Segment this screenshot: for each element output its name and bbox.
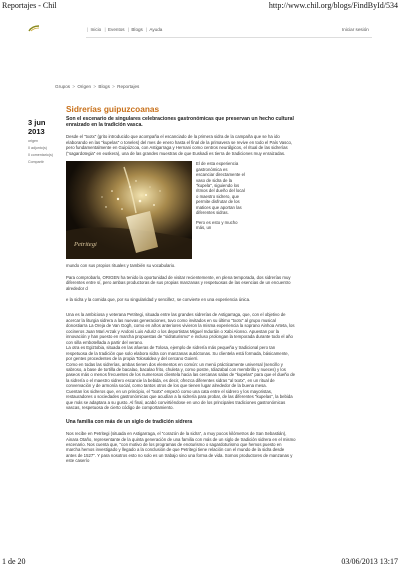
header-divider: [86, 37, 372, 38]
print-page-number: 1 de 20: [2, 557, 26, 566]
photo-signature: Petritegi: [74, 241, 97, 249]
paragraph: Una es la ambiciosa y veterana Petritegi, situada entre las grandes sidrerías de Astigarraga, que, con el objetivo de acercar la liturgia sidrera a las nuevas generaciones, tuvo como invitados en su último "txotx" al grupo musical donostiarra La Oreja de Van Gogh, como en años anteriores vivieron la misma experiencia la soprano Ainhoa Arteta, los cocineros Juan Mari Arzak y Andoni Luis Aduriz o los deportistas Miguel Induráin o Xabi Alonso. Apuestan por la innovación y han puesto en marcha propuestas de "sidraturismo" e incluso prolongan la temporada durante todo el año con silla embotellada a partir del verano.: [66, 312, 295, 345]
nav-inicio[interactable]: Inicio: [90, 27, 102, 32]
breadcrumb-grupos[interactable]: Grupos: [55, 84, 71, 89]
nav-separator: |: [146, 27, 148, 32]
paragraph: Cuentan los sidreros que, en un principio, el "txotx" empezó como una cata entre el sidrero y los mayoristas, restauradores o sociedades gastronómicas que acudían a la sidrería para probar, de las diferentes "kupelas", la bebida que más se adaptara a su gusto. Al final, acabó convirtiéndose en uno de los principales tradiciones gastronómicas vascas, respetuosa de cierto código de comportamiento.: [66, 388, 293, 411]
top-nav: [86, 27, 163, 32]
paragraph: mundo con sus propios rituales y también su vocabulario.: [66, 263, 176, 269]
post-sidebar: [28, 118, 62, 164]
breadcrumb-separator: >: [112, 84, 115, 89]
post-attachments[interactable]: 0 adjunto(s): [28, 146, 47, 150]
chil-logo-icon[interactable]: [28, 25, 40, 32]
article: [66, 105, 296, 464]
breadcrumb-reportajes[interactable]: Reportajes: [117, 84, 140, 89]
breadcrumb-separator: >: [72, 84, 76, 89]
post-comments[interactable]: 0 comentario(s): [28, 153, 53, 157]
nav-ayuda[interactable]: Ayuda: [149, 27, 163, 32]
cider-pouring-photo: [66, 161, 192, 259]
breadcrumb-origen[interactable]: Origen: [77, 84, 92, 89]
post-author[interactable]: origen: [28, 139, 38, 143]
print-page-url: http://www.chil.org/blogs/FindById/534: [268, 1, 398, 10]
breadcrumb-separator: >: [93, 84, 97, 89]
post-date: 3 jun 2013: [28, 118, 46, 136]
breadcrumb: [55, 84, 139, 89]
paragraph: Nos recibe en Petritegi (situada en Astigarraga, el "corazón de la sidra", a muy pocos kilómetros de San Sebastián), Ainara Otaño, representante de la quinta generación de una familia con más de un siglo de tradición sidrera en el mismo escenario. Nos cuenta que, "con motivo de los programas de enoturismo o sagardoturismo que hemos puesto en marcha hemos investigado y llegado a la conclusión de que Petritegi tiene relación con el mundo de la sidra desde antes de 1527". Y para nosotros esto no solo es un trabajo sino una forma de vida. Somos productores de manzanas y este caserío: [66, 431, 296, 464]
article-title[interactable]: Sidrerías guipuzcoanas: [66, 104, 160, 114]
paragraph: Desde el "txotx" (grito introducido que acompaña el escanciado de la primera sidra de la campaña que se ha ido elaborando en las "kupelas" o toneles) del mes de enero hasta el final de la primavera se revive en todo el País Vasco, pero fundamentalmente en Guipúzcoa, con Astigarraga y Hernani como centros neurálgicos, el ritual de las sidrerías ("sagardotegia" en euskera), una de las grandes muestras de que Euskadi es tierra de tradiciones muy enraizadas.: [66, 134, 293, 156]
nav-blogs[interactable]: Blogs: [131, 27, 143, 32]
nav-eventos[interactable]: Eventos: [107, 27, 125, 32]
paragraph: Para comprobarlo, ORIGEN ha tenido la oportunidad de visitar recientemente, en plena temporada, dos sidrerías muy diferentes entre sí, pero ambas productoras de sus propias manzanas y respetuosas de las esencias de un encuentro alrededor d: [66, 274, 291, 291]
paragraph: La otra es Egiztobia, situada en las afueras de Tolosa, ejemplo de sidrería más pequeña y tradicional pero tan respetuosa de la tradición que solo elabora sidra con manzanas autóctonas. Su clientela está formada, básicamente, por gentes procedentes de la propia Tolosaldea y del cercano Goierri.: [66, 345, 289, 362]
paragraph: Como en todas las sidrerías, ambas tienen dos elementos en común: un menú prácticamente universal (sencillo y sabroso, a base de tortilla de bacalao, bacalao frito, chuleta y, como postre, Idiazabal con membrillo y nueces) y los paseos más o menos frecuentes de los numerosos clientela hacia las cercanas salas de "kupelas" para que el dueño de la sidrería o el maestro sidrero escancie la bebida, es decir, ofrezca diferentes sidras "al txotx", en un ritual de convervación y de armonía social, como tantos otros de los que tienen lugar alrededor de la buena mesa.: [66, 361, 296, 389]
float-text-column: [196, 161, 246, 230]
section-heading: Una familia con más de un siglo de tradición sidrera: [66, 418, 193, 425]
nav-separator: |: [87, 27, 89, 32]
photo-block: [66, 161, 296, 263]
article-lead: Son el escenario de singulares celebraciones gastronómicas que preservan un hecho cultural enraizado en la tradición vasca.: [66, 116, 294, 129]
login-link[interactable]: Iniciar sesión: [342, 27, 369, 32]
nav-separator: |: [104, 27, 106, 32]
share-link[interactable]: Compartir: [28, 160, 44, 164]
print-timestamp: 03/06/2013 13:17: [341, 557, 398, 566]
float-text-continued: Pero es esto y mucho más, un: [196, 219, 238, 231]
breadcrumb-blogs[interactable]: Blogs: [98, 84, 110, 89]
paragraph: e la sidra y la comida que, por su singularidad y sencillez, se convierte en una experiencia única.: [66, 296, 251, 302]
nav-separator: |: [127, 27, 130, 32]
float-text: El de esta experiencia gastronómica es escanciar directamente el vaso de sidra de la "kupela", siguiendo los ritmos del dueño del local o maestro sidrero, que permite disfrutar de los matices que aportan las diferentes sidras.: [196, 161, 245, 216]
print-page-title: Reportajes - Chil: [2, 1, 57, 10]
